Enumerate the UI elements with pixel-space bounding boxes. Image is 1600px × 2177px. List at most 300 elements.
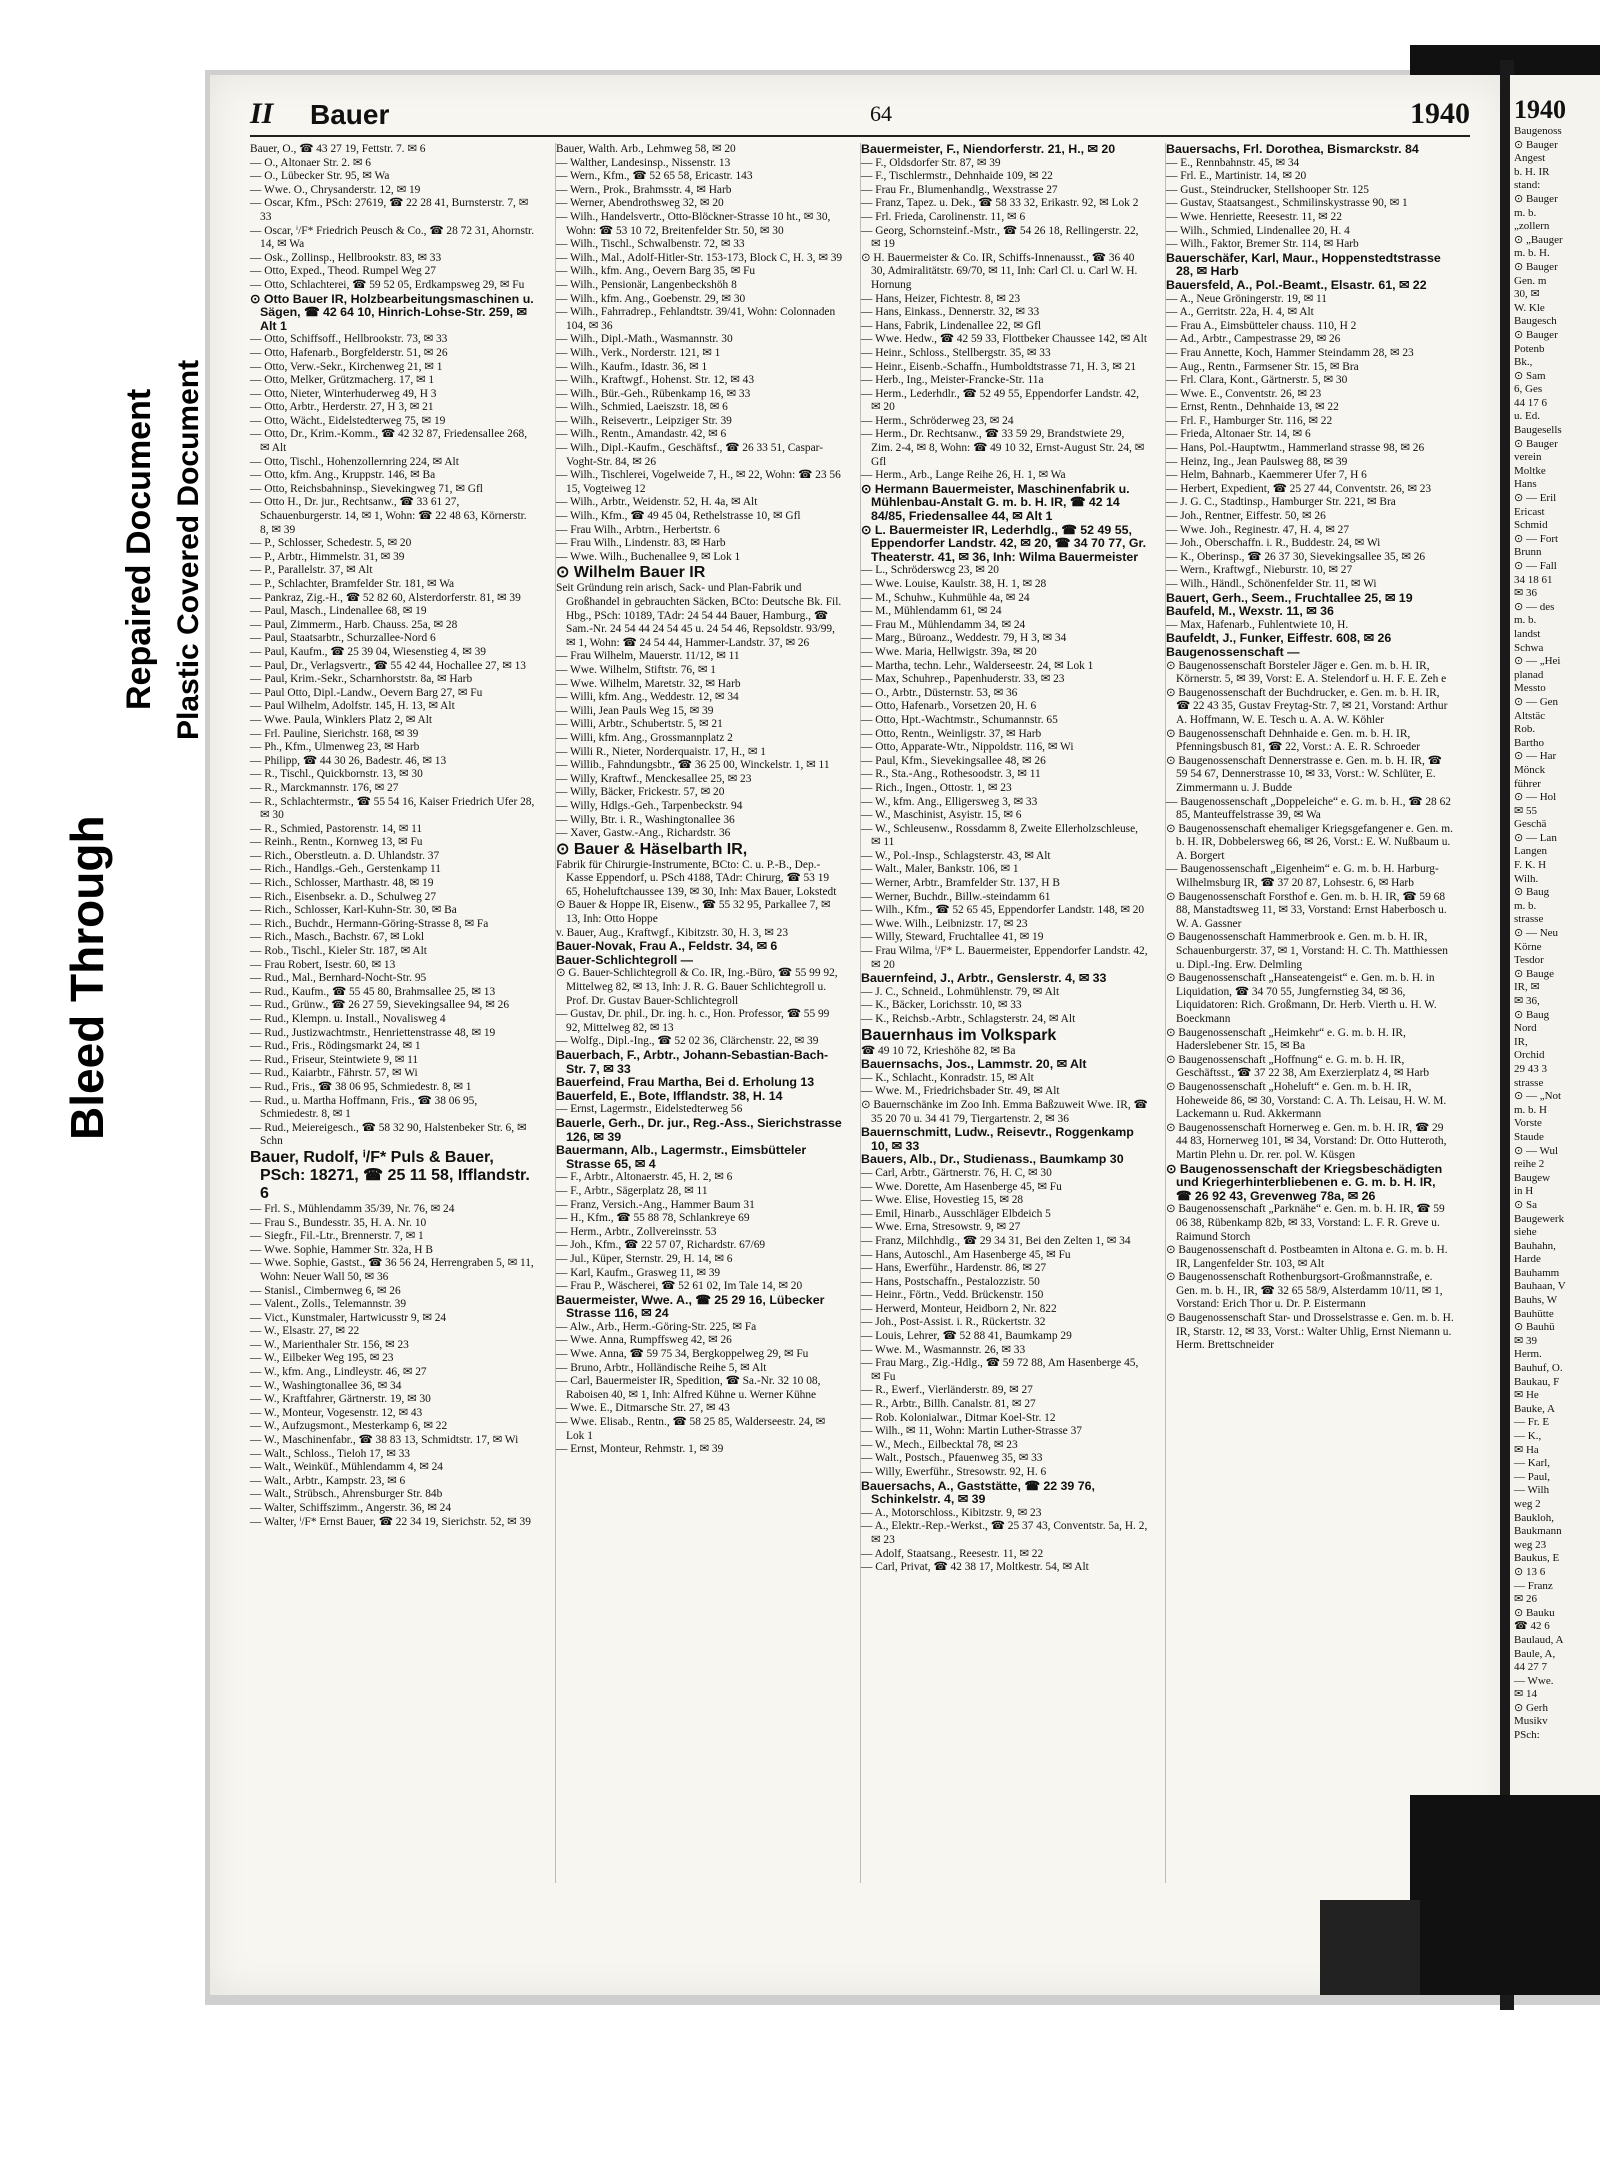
directory-entry: ⊙ G. Bauer-Schlichtegroll & Co. IR, Ing.-Büro, ☎ 55 99 92, Mittelweg 82, ✉ 13, Inh: J. R. G. Bauer Schlichtegroll u. Prof. Dr. Gustav Bauer-Schlichtegroll <box>556 967 838 1007</box>
directory-entry: v. Bauer, Aug., Kraftwgf., Kibitzstr. 30, H. 3, ✉ 23 <box>556 926 789 939</box>
directory-entry: Bauernfeind, J., Arbtr., Genslerstr. 4, ✉ 33 <box>861 971 1107 986</box>
directory-entry: — W., kfm. Ang., Lindleystr. 46, ✉ 27 <box>250 1366 427 1379</box>
directory-entry: — Otto, Wächt., Eidelstedterweg 75, ✉ 19 <box>250 414 446 427</box>
directory-entry: ⊙ Hermann Bauermeister, Maschinenfabrik u. Mühlenbau-Anstalt G. m. b. H. IR, ☎ 42 14 84/85, Friedensallee 44, ✉ Alt 1 <box>861 481 1130 524</box>
facing-page-line: ⊙ 13 6 <box>1514 1565 1546 1578</box>
directory-entry: — P., Schlosser, Schedestr. 5, ✉ 20 <box>250 537 412 550</box>
facing-page-line: Baugenoss <box>1514 125 1562 137</box>
facing-page-line: ✉ 55 <box>1514 804 1537 817</box>
directory-entry: — Willib., Fahndungsbtr., ☎ 36 25 00, Winckelstr. 1, ✉ 11 <box>556 759 830 772</box>
directory-entry: — Paul, Kfm., Sievekingsallee 48, ✉ 26 <box>861 754 1046 767</box>
directory-entry: — A., Motorschloss., Kibitzstr. 9, ✉ 23 <box>861 1506 1042 1519</box>
facing-page-line: ☎ 42 6 <box>1514 1620 1550 1633</box>
facing-page-line: ⊙ — Fall <box>1514 560 1557 572</box>
directory-entry: — Wilh., Tischl., Schwalbenstr. 72, ✉ 33 <box>556 238 745 251</box>
directory-entry: — Wilh., Händl., Schönenfelder Str. 11, ✉ Wi <box>1166 578 1377 590</box>
directory-entry: — Emil, Hinarb., Ausschläger Elbdeich 5 <box>861 1207 1051 1220</box>
directory-entry: — Baugenossenschaft „Eigenheim“ e. G. m. b. H. Harburg-Wilhelmsburg IR, ☎ 37 20 87, Lohsestr. 6, ✉ Harb <box>1166 863 1439 890</box>
facing-page-line: Baugewerk <box>1514 1212 1565 1225</box>
directory-entry: — W., Maschinist, Asyistr. 15, ✉ 6 <box>861 809 1022 822</box>
facing-page-line: PSch: <box>1514 1729 1540 1742</box>
directory-entry: ⊙ Baugenossenschaft Dehnhaide e. Gen. m. b. H. IR, Pfenningsbusch 81, ☎ 22, Vorst.: A. E. R. Schroeder <box>1166 727 1421 754</box>
directory-entry: — Paul, Masch., Lindenallee 68, ✉ 19 <box>250 605 427 618</box>
directory-entry: — Martha, techn. Lehr., Walderseestr. 24, ✉ Lok 1 <box>861 659 1094 672</box>
directory-entry: — Herbert, Expedient, ☎ 25 27 44, Conventstr. 26, ✉ 23 <box>1166 482 1432 495</box>
directory-entry: — Walt., Postsch., Pfauenweg 35, ✉ 33 <box>861 1452 1043 1465</box>
facing-page-line: Körne <box>1514 940 1542 953</box>
directory-entry: — W., Kraftfahrer, Gärtnerstr. 19, ✉ 30 <box>250 1393 431 1406</box>
facing-page-line: landst <box>1514 627 1541 640</box>
directory-entry: — Wilh., Kraftwgf., Hohenst. Str. 12, ✉ 43 <box>556 374 755 387</box>
directory-entry: — Philipp, ☎ 44 30 26, Badestr. 46, ✉ 13 <box>250 754 447 767</box>
facing-page-line: ⊙ Bauger <box>1514 138 1558 151</box>
facing-page-line: ⊙ Bauger <box>1514 328 1558 341</box>
directory-entry: — Wwe. Dorette, Am Hasenberge 45, ✉ Fu <box>861 1180 1062 1193</box>
directory-entry: — Frau Wilh., Lindenstr. 83, ✉ Harb <box>556 537 726 550</box>
directory-entry: — O., Lübecker Str. 95, ✉ Wa <box>250 170 390 183</box>
directory-entry: — Herm., Schröderweg 23, ✉ 24 <box>861 414 1014 427</box>
facing-page-line: ✉ 39 <box>1514 1334 1537 1347</box>
facing-page-line: — Fr. E <box>1514 1416 1550 1429</box>
facing-page-line: ⊙ Bauger <box>1514 192 1558 205</box>
facing-page-line: ⊙ Bauku <box>1514 1606 1555 1619</box>
facing-page-line: ⊙ — „Hei <box>1514 655 1561 668</box>
directory-entry: Bauer-Schlichtegroll — <box>556 952 694 967</box>
directory-entry: — Wilh., Schmied, Laeiszstr. 18, ✉ 6 <box>556 401 728 414</box>
directory-entry: — Frau Marg., Zig.-Hdlg., ☎ 59 72 88, Am Hasenberge 45, ✉ Fu <box>861 1357 1139 1383</box>
directory-entry: — Adolf, Staatsang., Reesestr. 11, ✉ 22 <box>861 1547 1044 1560</box>
directory-entry: — Joh., Kfm., ☎ 22 57 07, Richardstr. 67/69 <box>556 1239 766 1252</box>
directory-entry: — J. C., Schneid., Lohmühlenstr. 79, ✉ Alt <box>861 985 1060 998</box>
directory-entry: — Wwe. Hedw., ☎ 42 59 33, Flottbeker Chaussee 142, ✉ Alt <box>861 333 1147 346</box>
directory-entry: — Joh., Rentner, Eiffestr. 50, ✉ 26 <box>1166 510 1326 523</box>
facing-page-line: Bk., <box>1514 356 1533 369</box>
directory-entry: — Rud., Fris., Rödingsmarkt 24, ✉ 1 <box>250 1040 421 1053</box>
directory-entry: ☎ 49 10 72, Krieshöhe 82, ✉ Ba <box>861 1044 1016 1057</box>
directory-entry: — Rich., Buchdr., Hermann-Göring-Strasse 8, ✉ Fa <box>250 917 489 930</box>
directory-entry: — Aug., Rentn., Farmsener Str. 15, ✉ Bra <box>1166 360 1359 373</box>
directory-entry: — Wolfg., Dipl.-Ing., ☎ 52 02 36, Clärchenstr. 22, ✉ 39 <box>556 1035 819 1048</box>
directory-entry: — Oscar, Kfm., PSch: 27619, ☎ 22 28 41, Burnsterstr. 7, ✉ 33 <box>250 197 529 223</box>
facing-page-line: b. H. IR <box>1514 165 1550 178</box>
directory-entry: ⊙ Baugenossenschaft „Heimkehr“ e. G. m. b. H. IR, Haderslebener Str. 15, ✉ Ba <box>1166 1026 1406 1053</box>
directory-entry: ⊙ Wilhelm Bauer IR <box>556 564 706 582</box>
facing-page-line: ⊙ — Lan <box>1514 831 1557 844</box>
directory-entry: — Walter, ⁱ/F* Ernst Bauer, ☎ 22 34 19, Sierichstr. 52, ✉ 39 <box>250 1515 531 1528</box>
directory-entry: — Wilh., Dipl.-Kaufm., Geschäftsf., ☎ 26 33 51, Caspar-Voght-Str. 84, ✉ 26 <box>556 442 824 468</box>
facing-page-line: Bauhuf, O. <box>1514 1362 1563 1375</box>
facing-page-line: 30, ✉ <box>1514 288 1540 301</box>
facing-page-line: ⊙ Bauger <box>1514 437 1558 450</box>
directory-entry: — M., Mühlendamm 61, ✉ 24 <box>861 605 1002 618</box>
directory-entry: — Otto, Nieter, Winterhuderweg 49, H 3 <box>250 387 437 400</box>
facing-page-line: Schwa <box>1514 641 1544 654</box>
directory-entry: — Baugenossenschaft „Doppeleiche“ e. G. m. b. H., ☎ 28 62 85, Manteuffelstrasse 39, ✉ Wa <box>1166 795 1451 822</box>
directory-entry: — Rud., Kaiarbtr., Fährstr. 57, ✉ Wi <box>250 1067 418 1080</box>
directory-entry: — R., Schlachtermstr., ☎ 55 54 16, Kaiser Friedrich Ufer 28, ✉ 30 <box>250 795 535 822</box>
directory-entry: — Rich., Handlgs.-Geh., Gerstenkamp 11 <box>250 863 441 876</box>
directory-entry: ⊙ Baugenossenschaft Hammerbrook e. Gen. m. b. H. IR, Schauenburgerstr. 37, ✉ 1, Vorstand: H. C. Th. Matthiessen u. Dipl.-Ing. Erw. Delmling <box>1166 931 1448 971</box>
directory-entry: — P., Arbtr., Himmelstr. 31, ✉ 39 <box>250 550 405 563</box>
directory-entry: — Ph., Kfm., Ulmenweg 23, ✉ Harb <box>250 741 420 754</box>
directory-entry: ⊙ Baugenossenschaft „Hoheluft“ e. Gen. m. b. H. IR, Hoheweide 86, ✉ 30, Vorstand: C. A. Th. Leisau, H. W. M. Lackemann u. Rud. Akkermann <box>1166 1080 1447 1121</box>
directory-entry: — R., Arbtr., Billh. Canalstr. 81, ✉ 27 <box>861 1398 1036 1411</box>
directory-entry: — Willi, kfm. Ang., Grossmannplatz 2 <box>556 731 733 744</box>
directory-entry: — Willi, Arbtr., Schubertstr. 5, ✉ 21 <box>556 718 723 731</box>
facing-page-line: ⊙ — Neu <box>1514 927 1559 940</box>
directory-entry: Bauersachs, Frl. Dorothea, Bismarckstr. 84 <box>1166 142 1419 156</box>
directory-entry: Seit Gründung rein arisch, Sack- und Plan-Fabrik und Großhandel in gebrauchten Säcken, BCto: Deutsche Bk. Fil. Hbg., PSch: 10189, TAdr: 24 54 44 Bauer, Hamburg., ☎ Sam.-Nr. 24 54 44 24 54 45 u. 24 54 46, Repsoldstr. 93/99, ✉ 1, Wohn: ☎ 24 54 44, Hammer-Landstr. 37, ✉ 26 <box>556 582 842 649</box>
facing-page-line: Baugesch <box>1514 315 1557 328</box>
directory-entry: — Wilh., Kfm., ☎ 52 65 45, Eppendorfer Landstr. 148, ✉ 20 <box>861 904 1145 917</box>
directory-entry: Bauernschmitt, Ludw., Reisevtr., Roggenkamp 10, ✉ 33 <box>861 1125 1134 1153</box>
scan-edge-bottom-left <box>1320 1900 1420 1995</box>
facing-page-line: m. b. <box>1514 206 1537 219</box>
facing-page-line: strasse <box>1514 1076 1544 1089</box>
facing-page-line: — Wwe. <box>1514 1674 1554 1687</box>
facing-page-line: Bauhahn, <box>1514 1239 1556 1252</box>
facing-page-lines <box>1514 125 1600 1743</box>
directory-entry: ⊙ Baugenossenschaft Rothenburgsort-Großmannstraße, e. Gen. m. b. H., IR, ☎ 32 65 58/9, Alsterdamm 10/11, ✉ 1, Vorstand: Erich Thor u. Dr. P. Eistermann <box>1166 1271 1443 1311</box>
directory-entry: — Frau Annette, Koch, Hammer Steindamm 28, ✉ 23 <box>1166 346 1414 359</box>
directory-entry: ⊙ L. Bauermeister IR, Lederhdlg., ☎ 52 49 55, Eppendorfer Landstr. 42, ✉ 20, ☎ 34 70 77, Gr. Theaterstr. 41, ✉ 36, Inh: Wilma Bauermeister <box>861 522 1147 564</box>
directory-entry: — Wwe. Anna, ☎ 59 75 34, Bergkoppelweg 29, ✉ Fu <box>556 1348 809 1361</box>
facing-page-line: Bauhs, W <box>1514 1294 1558 1307</box>
directory-entry: Fabrik für Chirurgie-Instrumente, BCto: C. u. P.-B., Dep.-Kasse Eppendorf, u. PSch 4188, TAdr: Chirurg, ☎ 53 19 65, Hoheluftchaussee 139, ✉ 30, Inh: Max Bauer, Lokstedt <box>556 858 837 898</box>
directory-entry: — Otto, Arbtr., Herderstr. 27, H 3, ✉ 21 <box>250 401 434 414</box>
directory-entry: — Werner, Buchdr., Billw.-steindamm 61 <box>861 890 1051 903</box>
directory-entry: — Wilh., Fahrradrep., Fehlandtstr. 39/41, Wohn: Colonnaden 104, ✉ 36 <box>556 306 836 332</box>
facing-page-line: Bauhütte <box>1514 1307 1554 1320</box>
directory-entry: — Otto, Reichsbahninsp., Sievekingweg 71, ✉ Gfl <box>250 482 483 495</box>
facing-page-line: Staude <box>1514 1130 1544 1143</box>
facing-page-line: Gen. m <box>1514 274 1547 287</box>
directory-columns <box>250 143 1470 1883</box>
directory-entry: — Osk., Zollinsp., Hellbrookstr. 83, ✉ 33 <box>250 251 442 264</box>
scan-edge-bottom <box>1410 1795 1600 1995</box>
directory-page <box>210 75 1505 1995</box>
directory-entry: — Oscar, ⁱ/F* Friedrich Peusch & Co., ☎ 28 72 31, Ahornstr. 14, ✉ Wa <box>250 224 535 251</box>
directory-entry: — Otto, Schlachterei, ☎ 59 52 05, Erdkampsweg 29, ✉ Fu <box>250 278 525 291</box>
directory-entry: — Wwe. Erna, Stresowstr. 9, ✉ 27 <box>861 1221 1021 1234</box>
facing-page-line: Wilh. <box>1514 872 1539 885</box>
facing-page-line: strasse <box>1514 913 1544 926</box>
directory-entry: Bauerfeind, Frau Martha, Bei d. Erholung 13 <box>556 1075 815 1090</box>
facing-page-line: Vorste <box>1514 1117 1542 1130</box>
facing-page-line: 44 17 6 <box>1514 396 1547 409</box>
facing-page-line: — Franz <box>1514 1579 1553 1592</box>
directory-entry: — Frl. Pauline, Sierichstr. 168, ✉ 39 <box>250 727 419 740</box>
directory-entry: — Willy, Steward, Fruchtallee 41, ✉ 19 <box>861 931 1044 944</box>
running-head: Bauer <box>310 99 390 130</box>
directory-entry: — Frau Wilh., Arbtrn., Herbertstr. 6 <box>556 523 720 536</box>
facing-page-line: ⊙ Gerh <box>1514 1701 1548 1714</box>
facing-page-line: Baulaud, A <box>1514 1633 1564 1646</box>
facing-page-line: weg 23 <box>1514 1538 1547 1551</box>
directory-entry: — Wern., Prok., Brahmsstr. 4, ✉ Harb <box>556 183 732 196</box>
directory-entry: — Wilh., Dipl.-Math., Wasmannstr. 30 <box>556 333 733 346</box>
directory-entry: — Rich., Schlosser, Marthastr. 48, ✉ 19 <box>250 877 434 890</box>
facing-page-year: 1940 <box>1514 95 1566 124</box>
directory-entry: — Otto, Dr., Krim.-Komm., ☎ 42 32 87, Friedensallee 268, ✉ Alt <box>250 428 528 455</box>
directory-entry: — Wwe. Maria, Hellwigstr. 39a, ✉ 20 <box>861 645 1037 658</box>
facing-page-line: Hans <box>1514 478 1537 491</box>
facing-page-line: — Wilh <box>1514 1484 1550 1497</box>
directory-entry: ⊙ H. Bauermeister & Co. IR, Schiffs-Innenausst., ☎ 36 40 30, Admiralitätstr. 69/70, ✉ 11, Inh: Carl Cl. u. Carl W. H. Hornung <box>861 251 1138 291</box>
facing-page-line: ⊙ Bauhü <box>1514 1321 1555 1334</box>
directory-entry: — Rich., Oberstleutn. a. D. Uhlandstr. 37 <box>250 849 440 862</box>
directory-entry: — Stanisl., Cimbernweg 6, ✉ 26 <box>250 1284 401 1297</box>
directory-entry: — Joh., Oberschaffn. i. R., Buddestr. 24, ✉ Wi <box>1166 537 1381 550</box>
directory-entry: — W., Schleusenw., Rossdamm 8, Zweite Ellerholzschleuse, ✉ 11 <box>861 822 1139 849</box>
directory-entry: ⊙ Bauer & Hoppe IR, Eisenw., ☎ 55 32 95, Parkallee 7, ✉ 13, Inh: Otto Hoppe <box>556 899 831 926</box>
directory-entry: — F., Arbtr., Altonaerstr. 45, H. 2, ✉ 6 <box>556 1171 733 1184</box>
directory-entry: — Bruno, Arbtr., Holländische Reihe 5, ✉ Alt <box>556 1361 767 1374</box>
directory-entry: — Frl. F., Hamburger Str. 116, ✉ 22 <box>1166 414 1333 427</box>
directory-entry: Baufeld, M., Wexstr. 11, ✉ 36 <box>1166 604 1334 619</box>
facing-page-line: ⊙ — „Not <box>1514 1090 1562 1103</box>
facing-page-line: Angest <box>1514 152 1546 165</box>
directory-entry: — Wwe. Sophie, Gastst., ☎ 36 56 24, Herrengraben 5, ✉ 11, Wohn: Neuer Wall 50, ✉ 36 <box>250 1257 534 1283</box>
facing-page-line: Rob. <box>1514 723 1536 736</box>
facing-page-edge <box>1510 75 1600 1995</box>
directory-entry: — Wilh., kfm. Ang., Goebenstr. 29, ✉ 30 <box>556 292 746 305</box>
directory-entry: ⊙ Baugenossenschaft Hornerweg e. Gen. m. b. H. IR, ☎ 29 44 83, Hornerweg 101, ✉ 34, Vorstand: Dr. Otto Hutteroth, Martin Plehn u. Dr. rer. pol. W. Küsgen <box>1166 1121 1447 1161</box>
directory-entry: — Otto, Exped., Theod. Rumpel Weg 27 <box>250 265 436 278</box>
facing-page-line: ✉ 26 <box>1514 1593 1537 1606</box>
facing-page-line: ⊙ Bauger <box>1514 260 1558 273</box>
directory-entry: — Otto, kfm. Ang., Kruppstr. 146, ✉ Ba <box>250 469 436 482</box>
directory-entry: — Frau Wilma, ⁱ/F* L. Bauermeister, Eppendorfer Landstr. 42, ✉ 20 <box>861 945 1148 971</box>
directory-entry: — P., Parallelstr. 37, ✉ Alt <box>250 564 373 577</box>
repaired-document-label: Repaired Document <box>120 388 158 710</box>
directory-entry: — Hans, Autoschl., Am Hasenberge 45, ✉ Fu <box>861 1248 1071 1261</box>
directory-entry: — Paul Otto, Dipl.-Landw., Oevern Barg 27, ✉ Fu <box>250 686 483 699</box>
facing-page-line: Langen <box>1514 845 1547 858</box>
directory-entry: Bauerschäfer, Karl, Maur., Hoppenstedtstrasse 28, ✉ Harb <box>1166 250 1441 279</box>
directory-entry: — Paul, Staatsarbtr., Schurzallee-Nord 6 <box>250 632 436 645</box>
facing-page-line: Orchid <box>1514 1049 1545 1062</box>
directory-entry: Bauersfeld, A., Pol.-Beamt., Elsastr. 61, ✉ 22 <box>1166 277 1427 292</box>
directory-entry: — Otto, Tischl., Hohenzollernring 224, ✉ Alt <box>250 455 459 468</box>
directory-entry: — Rob., Tischl., Kieler Str. 187, ✉ Alt <box>250 945 427 958</box>
facing-page-line: ⊙ Baug <box>1514 1008 1550 1021</box>
directory-entry: — W., kfm. Ang., Elligersweg 3, ✉ 33 <box>861 795 1038 808</box>
directory-entry: — Carl, Privat, ☎ 42 38 17, Moltkestr. 54, ✉ Alt <box>861 1561 1089 1574</box>
directory-entry: — Rich., Ingen., Ottostr. 1, ✉ 23 <box>861 781 1012 794</box>
directory-entry: — Wilh., Tischlerei, Vogelweide 7, H., ✉ 22, Wohn: ☎ 23 56 15, Vogteiweg 12 <box>556 469 841 495</box>
directory-entry: — Wwe. Paula, Winklers Platz 2, ✉ Alt <box>250 713 433 726</box>
directory-entry: — Willy, Kraftwf., Menckesallee 25, ✉ 23 <box>556 772 752 785</box>
directory-entry: — A., Elektr.-Rep.-Werkst., ☎ 25 37 43, Conventstr. 5a, H. 2, ✉ 23 <box>861 1520 1148 1546</box>
facing-page-line: ⊙ — Eril <box>1514 492 1557 505</box>
directory-entry: — Wwe. Elise, Hovestieg 15, ✉ 28 <box>861 1194 1024 1207</box>
directory-entry: — Wern., Kfm., ☎ 52 65 58, Ericastr. 143 <box>556 170 753 183</box>
directory-entry: — Wilh., Verk., Norderstr. 121, ✉ 1 <box>556 346 721 359</box>
directory-entry: — Otto, Verw.-Sekr., Kirchenweg 21, ✉ 1 <box>250 360 443 373</box>
directory-entry: — Hans, Pol.-Hauptwtm., Hammerland strasse 98, ✉ 26 <box>1166 442 1425 455</box>
directory-entry: — F., Oldsdorfer Str. 87, ✉ 39 <box>861 156 1001 169</box>
facing-page-line: m. b. <box>1514 614 1537 627</box>
facing-page-line: weg 2 <box>1514 1497 1541 1510</box>
directory-entry: ⊙ Baugenossenschaft Dennerstrasse e. Gen. m. b. H. IR, ☎ 59 54 67, Dennerstrasse 10, ✉ 33, Vorst.: W. Schlüter, E. Zimmermann u. J. Budde <box>1166 754 1442 794</box>
directory-entry: ⊙ Otto Bauer IR, Holzbearbeitungsmaschinen u. Sägen, ☎ 42 64 10, Hinrich-Lohse-Str. 259, ✉ Alt 1 <box>250 291 534 333</box>
facing-page-line: verein <box>1514 451 1542 464</box>
directory-entry: — Otto H., Dr. jur., Rechtsanw., ☎ 33 61 27, Schauenburgerstr. 14, ✉ 1, Wohn: ☎ 22 48 63, Körnerstr. 8, ✉ 39 <box>250 496 527 536</box>
directory-entry: — Rud., Fris., ☎ 38 06 95, Schmiedestr. 8, ✉ 1 <box>250 1080 472 1093</box>
directory-entry: — Heinz, Ing., Jean Paulsweg 88, ✉ 39 <box>1166 455 1348 468</box>
directory-entry: — Gust., Steindrucker, Stellshooper Str. 125 <box>1166 183 1369 196</box>
directory-entry: Bauer-Novak, Frau A., Feldstr. 34, ✉ 6 <box>556 939 778 954</box>
facing-page-line: F. K. H <box>1514 859 1547 872</box>
directory-entry: — Wwe. Wilh., Buchenallee 9, ✉ Lok 1 <box>556 550 741 563</box>
facing-page-line: ✉ Ha <box>1514 1443 1539 1456</box>
facing-page-line: Baule, A, <box>1514 1647 1556 1660</box>
directory-entry: — W., Monteur, Vogesenstr. 12, ✉ 43 <box>250 1406 423 1419</box>
facing-page-line: ✉ 36 <box>1514 587 1537 600</box>
facing-page-line: reihe 2 <box>1514 1158 1545 1171</box>
directory-entry: — Wwe. E., Ditmarsche Str. 27, ✉ 43 <box>556 1402 730 1415</box>
directory-entry: ⊙ Baugenossenschaft der Kriegsbeschädigten und Kriegerhinterbliebenen e. G. m. b. H. IR, ☎ 26 92 43, Grevenweg 78a, ✉ 26 <box>1166 1161 1443 1203</box>
directory-entry: — A., Neue Gröningerstr. 19, ✉ 11 <box>1166 292 1327 305</box>
directory-entry: — Wilh., Reisevertr., Leipziger Str. 39 <box>556 414 732 427</box>
directory-entry: — Wilh., Schmied, Lindenallee 20, H. 4 <box>1166 224 1350 237</box>
facing-page-line: ⊙ — Fort <box>1514 532 1559 545</box>
archive-labels <box>20 100 205 1250</box>
directory-entry: — Herb., Ing., Meister-Francke-Str. 11a <box>861 374 1044 387</box>
directory-entry: ⊙ Baugenossenschaft Borsteler Jäger e. Gen. m. b. H. IR, Körnerstr. 5, ✉ 39, Vorst: E. A. Stelendorf u. H. F. E. Zeh e <box>1166 659 1447 686</box>
directory-entry: — Hans, Einkass., Dennerstr. 32, ✉ 33 <box>861 306 1040 319</box>
directory-entry: — Frau A., Eimsbütteler chauss. 110, H 2 <box>1166 319 1357 332</box>
directory-entry: — Paul, Zimmerm., Harb. Chauss. 25a, ✉ 28 <box>250 618 458 631</box>
directory-entry: — Wwe. Anna, Rumpffsweg 42, ✉ 26 <box>556 1334 732 1347</box>
directory-entry: — Wwe. Louise, Kaulstr. 38, H. 1, ✉ 28 <box>861 578 1047 590</box>
directory-entry: — Heinr., Förtn., Vedd. Brückenstr. 150 <box>861 1289 1044 1302</box>
directory-entry: — P., Schlachter, Bramfelder Str. 181, ✉ Wa <box>250 578 455 590</box>
directory-entry: — Franz, Versich.-Ang., Hammer Baum 31 <box>556 1198 755 1211</box>
directory-entry: — K., Schlacht., Konradstr. 15, ✉ Alt <box>861 1071 1034 1084</box>
directory-entry: — Wwe. Henriette, Reesestr. 11, ✉ 22 <box>1166 210 1342 223</box>
directory-entry: Bauermann, Alb., Lagermstr., Eimsbütteler Strasse 65, ✉ 4 <box>556 1143 807 1171</box>
directory-entry: — Walter, Schiffszimm., Angerstr. 36, ✉ 24 <box>250 1502 452 1514</box>
directory-entry: — W., Eilbeker Weg 195, ✉ 23 <box>250 1352 394 1365</box>
directory-entry: — Frau Wilhelm, Mauerstr. 11/12, ✉ 11 <box>556 650 740 663</box>
directory-entry: — Wwe. M., Wasmannstr. 26, ✉ 33 <box>861 1343 1026 1356</box>
directory-entry: — Werner, Arbtr., Bramfelder Str. 137, H B <box>861 877 1060 890</box>
directory-entry: ⊙ Baugenossenschaft „Hanseatengeist“ e. Gen. m. b. H. in Liquidation, ☎ 34 70 55, Jungfernstieg 34, ✉ 36, Liquidatoren: Rich. Großmann, Dr. Herb. Vierth u. H. W. Boeckmann <box>1166 972 1437 1025</box>
directory-entry: — Willy, Btr. i. R., Washingtonallee 36 <box>556 813 735 826</box>
edition-year: 1940 <box>1410 97 1470 130</box>
column-4 <box>1165 143 1454 1883</box>
directory-entry: ⊙ Baugenossenschaft „Hoffnung“ e. G. m. b. H. IR, Geschäftsst., ☎ 37 22 38, Am Exerzierplatz 4, ✉ Harb <box>1166 1053 1430 1080</box>
directory-entry: Bauernhaus im Volkspark <box>861 1026 1057 1044</box>
directory-entry: — Frau P., Wäscherei, ☎ 52 61 02, Im Tale 14, ✉ 20 <box>556 1280 803 1293</box>
facing-page-line: ⊙ Sa <box>1514 1198 1537 1211</box>
directory-entry: Bauernsachs, Jos., Lammstr. 20, ✉ Alt <box>861 1057 1087 1072</box>
directory-entry: — Wwe. Sophie, Hammer Str. 32a, H B <box>250 1243 433 1256</box>
facing-page-line: ✉ He <box>1514 1389 1539 1402</box>
directory-entry: — Otto, Melker, Grützmacherg. 17, ✉ 1 <box>250 374 435 387</box>
directory-entry: Bauer, Rudolf, ⁱ/F* Puls & Bauer, PSch: 18271, ☎ 25 11 58, Ifflandstr. 6 <box>250 1148 530 1202</box>
facing-page-line: Tesdor <box>1514 954 1544 967</box>
facing-page-line: siehe <box>1514 1226 1537 1239</box>
directory-entry: — Rich., Schlosser, Karl-Kuhn-Str. 30, ✉ Ba <box>250 904 457 917</box>
directory-entry: — Wilh., Rentn., Amandastr. 42, ✉ 6 <box>556 428 727 441</box>
directory-entry: — Wwe. M., Friedrichsbader Str. 49, ✉ Alt <box>861 1085 1060 1098</box>
facing-page-line: — K., <box>1514 1430 1542 1442</box>
directory-entry: — R., Tischl., Quickbornstr. 13, ✉ 30 <box>250 768 423 781</box>
facing-page-line: Altstäc <box>1514 709 1546 722</box>
plastic-covered-label: Plastic Covered Document <box>172 359 205 740</box>
directory-entry: — Pankraz, Zig.-H., ☎ 52 82 60, Alsterdorferstr. 81, ✉ 39 <box>250 591 521 604</box>
facing-page-line: Moltke <box>1514 464 1546 477</box>
facing-page-line: „zollern <box>1514 220 1550 233</box>
directory-entry: — W., Maschinenfabr., ☎ 38 83 13, Schmidtstr. 17, ✉ Wi <box>250 1434 519 1447</box>
directory-entry: Bauermeister, Wwe. A., ☎ 25 29 16, Lübecker Strasse 116, ✉ 24 <box>556 1292 825 1321</box>
directory-entry: Bauer, O., ☎ 43 27 19, Fettstr. 7. ✉ 6 <box>250 143 426 155</box>
directory-entry: — J. G. C., Stadtinsp., Hamburger Str. 221, ✉ Bra <box>1166 496 1396 509</box>
directory-entry: — Wilh., Handelsvertr., Otto-Blöckner-Strasse 10 ht., ✉ 30, Wohn: ☎ 53 10 72, Breitenfelder Str. 50, ✉ 30 <box>556 210 831 237</box>
facing-page-line: planad <box>1514 668 1544 681</box>
directory-entry: — Jul., Küper, Sternstr. 29, H. 14, ✉ 6 <box>556 1252 733 1265</box>
directory-entry: — Rud., Kaufm., ☎ 55 45 80, Brahmsallee 25, ✉ 13 <box>250 985 496 998</box>
directory-entry: Bauersachs, A., Gaststätte, ☎ 22 39 76, Schinkelstr. 4, ✉ 39 <box>861 1478 1095 1507</box>
directory-entry: ⊙ Baugenossenschaft d. Postbeamten in Altona e. G. m. b. H. IR, Langenfelder Str. 103, ✉ Alt <box>1166 1244 1448 1270</box>
facing-page-line: Harde <box>1514 1253 1541 1266</box>
directory-entry: Bauermeister, F., Niendorferstr. 21, H., ✉ 20 <box>861 142 1116 156</box>
directory-entry: — F., Arbtr., Sägerplatz 28, ✉ 11 <box>556 1184 708 1197</box>
directory-entry: — Wwe. E., Conventstr. 26, ✉ 23 <box>1166 387 1322 400</box>
directory-entry: — M., Schuhw., Kuhmühle 4a, ✉ 24 <box>861 591 1030 604</box>
directory-entry: — Walt., Weinküf., Mühlendamm 4, ✉ 24 <box>250 1461 443 1474</box>
facing-page-line: Bauhamm <box>1514 1266 1560 1279</box>
directory-entry: — O., Arbtr., Düsternstr. 53, ✉ 36 <box>861 686 1018 699</box>
directory-entry: — Walther, Landesinsp., Nissenstr. 13 <box>556 156 731 169</box>
facing-page-line: Herm. <box>1514 1348 1542 1361</box>
directory-entry: — Rud., Justizwachtmstr., Henriettenstrasse 48, ✉ 19 <box>250 1026 496 1039</box>
directory-entry: — Max, Hafenarb., Fuhlentwiete 10, H. <box>1166 618 1349 631</box>
facing-page-line: Bauhaan, V <box>1514 1280 1566 1293</box>
directory-entry: — Willi R., Nieter, Norderquaistr. 17, H., ✉ 1 <box>556 745 766 758</box>
directory-entry: — Rud., u. Martha Hoffmann, Fris., ☎ 38 06 95, Schmiedestr. 8, ✉ 1 <box>250 1094 478 1121</box>
facing-page-line: 29 43 3 <box>1514 1062 1547 1075</box>
directory-entry: — W., Aufzugsmont., Mesterkamp 6, ✉ 22 <box>250 1420 448 1433</box>
directory-entry: — Wwe. Elisab., Rentn., ☎ 58 25 85, Walderseestr. 24, ✉ Lok 1 <box>556 1416 826 1442</box>
directory-entry: Baugenossenschaft — <box>1166 644 1300 659</box>
facing-page-line: Messto <box>1514 682 1546 695</box>
facing-page-line: ⊙ — Har <box>1514 750 1557 763</box>
directory-entry: — Frau Robert, Isestr. 60, ✉ 13 <box>250 958 396 971</box>
facing-page-line: Baukus, E <box>1514 1552 1560 1565</box>
directory-entry: — Frau S., Bundesstr. 35, H. A. Nr. 10 <box>250 1216 427 1229</box>
directory-entry: — Otto, Schiffsoff., Hellbrookstr. 73, ✉ 33 <box>250 333 448 346</box>
directory-entry: — Frau M., Mühlendamm 34, ✉ 24 <box>861 618 1026 631</box>
directory-entry: Bauer, Walth. Arb., Lehmweg 58, ✉ 20 <box>556 143 736 155</box>
directory-entry: — A., Gerritstr. 22a, H. 4, ✉ Alt <box>1166 306 1314 319</box>
column-1 <box>250 143 538 1883</box>
facing-page-line: ⊙ „Bauger <box>1514 233 1563 246</box>
directory-entry: — Wwe. Wilh., Leibnizstr. 17, ✉ 23 <box>861 917 1028 930</box>
facing-page-text <box>1514 95 1600 1743</box>
directory-entry: Bauert, Gerh., Seem., Fruchtallee 25, ✉ 19 <box>1166 590 1413 605</box>
directory-entry: — Herm., Arb., Lange Reihe 26, H. 1, ✉ Wa <box>861 469 1066 482</box>
facing-page-line: Baugesells <box>1514 424 1562 437</box>
directory-entry: — Hans, Heizer, Fichtestr. 8, ✉ 23 <box>861 292 1021 305</box>
facing-page-line: 44 27 7 <box>1514 1661 1547 1674</box>
directory-entry: — Willi, Jean Pauls Weg 15, ✉ 39 <box>556 704 714 717</box>
directory-entry: — Herm., Dr. Rechtsanw., ☎ 33 59 29, Brandstwiete 29, Zim. 2-4, ✉ 8, Wohn: ☎ 49 10 32, Ernst-August Str. 24, ✉ Gfl <box>861 428 1145 468</box>
directory-entry: — Otto, Hafenarb., Borgfelderstr. 51, ✉ 26 <box>250 346 448 359</box>
